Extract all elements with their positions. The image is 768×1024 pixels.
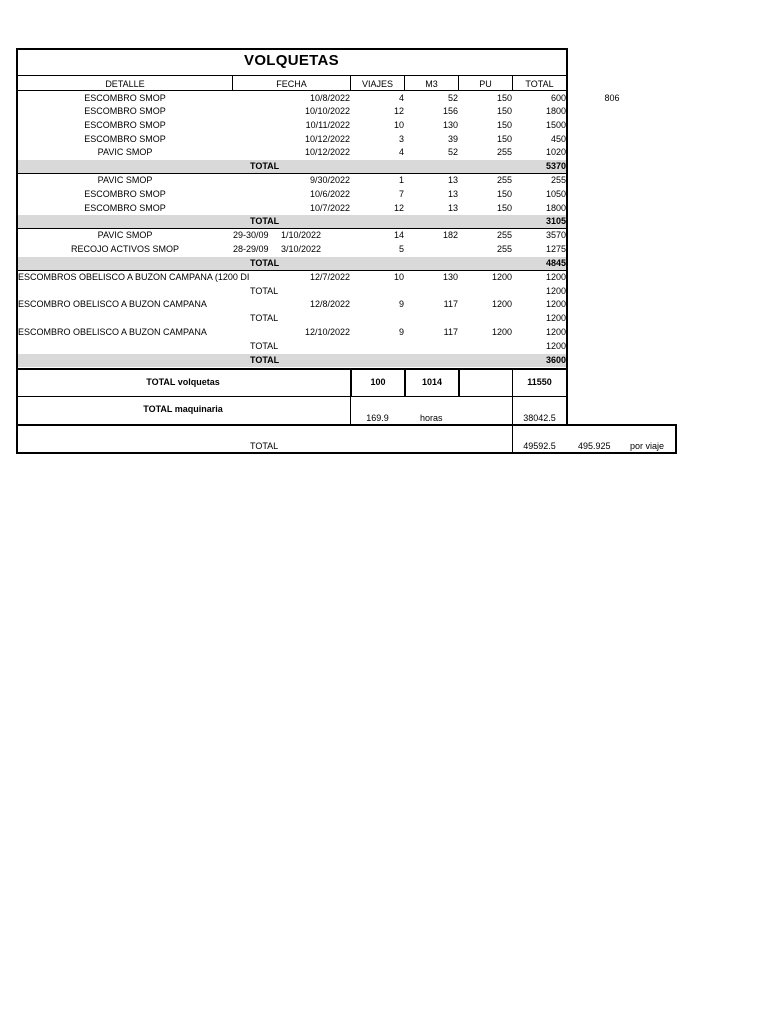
viajes-cell: 10 (393, 272, 404, 282)
grand-right-edge (675, 424, 677, 454)
detalle-cell: ESCOMBRO SMOP (84, 203, 166, 213)
m3-cell: 130 (442, 272, 458, 282)
viajes-cell: 5 (398, 244, 404, 254)
fecha-cell: 10/8/2022 (309, 93, 350, 103)
sum-vline-3 (458, 368, 460, 396)
detalle-cell: ESCOMBROS OBELISCO A BUZON CAMPANA (1200 DI (18, 272, 250, 282)
fecha-cell: 9/30/2022 (309, 175, 350, 185)
detalle-cell: ESCOMBRO SMOP (84, 134, 166, 144)
fecha-cell: 10/12/2022 (304, 147, 350, 157)
sheet-title: VOLQUETAS (244, 52, 339, 69)
pu-cell: 255 (496, 230, 512, 240)
subtotal-total: 5370 (545, 161, 566, 171)
subtotal-total: 3105 (545, 216, 566, 226)
fecha-cell: 10/7/2022 (309, 203, 350, 213)
header-pu: PU (479, 79, 492, 89)
detalle-cell: ESCOMBRO OBELISCO A BUZON CAMPANA (18, 299, 207, 309)
total-cell: 1275 (545, 244, 566, 254)
total-cell: 600 (550, 93, 566, 103)
per-trip-value: 495.925 (578, 441, 611, 451)
detalle-cell: ESCOMBRO SMOP (84, 93, 166, 103)
fecha-cell: 10/12/2022 (304, 134, 350, 144)
detalle-cell: ESCOMBRO OBELISCO A BUZON CAMPANA (18, 327, 207, 337)
fecha-pre-cell: 28-29/09 (233, 244, 269, 254)
m3-cell: 13 (447, 175, 458, 185)
header-top-line (16, 75, 568, 76)
m3-cell: 13 (447, 189, 458, 199)
total-cell: 1500 (545, 120, 566, 130)
pu-cell: 150 (496, 203, 512, 213)
detalle-cell: ESCOMBRO SMOP (84, 189, 166, 199)
viajes-cell: 4 (398, 93, 404, 103)
fecha-pre-cell: 29-30/09 (233, 230, 269, 240)
m3-cell: 117 (443, 327, 458, 337)
detalle-cell: PAVIC SMOP (97, 147, 153, 157)
pu-cell: 255 (496, 147, 512, 157)
pu-cell: 150 (496, 134, 512, 144)
total-cell: 1200 (545, 272, 566, 282)
m3-cell: 117 (443, 299, 458, 309)
subtotal-label: TOTAL (250, 286, 279, 296)
pu-cell: 255 (496, 244, 512, 254)
viajes-cell: 12 (393, 106, 404, 116)
viajes-cell: 7 (398, 189, 404, 199)
viajes-cell: 1 (398, 175, 404, 185)
fecha-cell: 10/10/2022 (304, 106, 350, 116)
fecha-cell: 12/10/2022 (304, 327, 350, 337)
header-m3: M3 (425, 79, 438, 89)
fecha-cell: 3/10/2022 (281, 244, 322, 254)
total-maquinaria-total: 38042.5 (523, 413, 556, 423)
m3-cell: 13 (447, 203, 458, 213)
pu-cell: 150 (496, 106, 512, 116)
pu-cell: 1200 (491, 327, 512, 337)
viajes-cell: 4 (398, 147, 404, 157)
subtotal-total: 1200 (545, 341, 566, 351)
total-maquinaria-unit: horas (420, 413, 443, 423)
viajes-cell: 3 (398, 134, 404, 144)
detalle-cell: ESCOMBRO SMOP (84, 120, 166, 130)
m3-cell: 39 (447, 134, 458, 144)
header-fecha: FECHA (276, 79, 307, 89)
pu-cell: 150 (496, 189, 512, 199)
viajes-cell: 12 (393, 203, 404, 213)
viajes-cell: 10 (393, 120, 404, 130)
subtotal-label: TOTAL (250, 258, 280, 268)
total-volquetas-label: TOTAL volquetas (146, 377, 220, 387)
total-volquetas-total: 11550 (527, 377, 552, 387)
detalle-cell: PAVIC SMOP (97, 175, 153, 185)
m3-cell: 130 (442, 120, 458, 130)
pu-cell: 150 (496, 120, 512, 130)
total-cell: 1020 (545, 147, 566, 157)
total-cell: 1800 (545, 106, 566, 116)
header-detalle: DETALLE (105, 79, 145, 89)
header-total: TOTAL (525, 79, 554, 89)
side-note: 806 (604, 93, 620, 103)
header-viajes: VIAJES (361, 79, 393, 89)
detalle-cell: PAVIC SMOP (97, 230, 153, 240)
pu-cell: 1200 (491, 299, 512, 309)
total-cell: 1200 (545, 327, 566, 337)
total-cell: 3570 (545, 230, 566, 240)
summary-divider-1 (16, 396, 568, 397)
border-top (16, 48, 568, 50)
subtotal-label: TOTAL (250, 161, 280, 171)
m3-cell: 156 (442, 106, 458, 116)
total-maquinaria-label: TOTAL maquinaria (143, 404, 223, 414)
per-trip-label: por viaje (630, 441, 665, 451)
subtotal-total: 1200 (545, 286, 566, 296)
subtotal-label: TOTAL (250, 216, 280, 226)
subtotal-label: TOTAL (250, 313, 279, 323)
total-cell: 255 (550, 175, 566, 185)
fecha-cell: 12/8/2022 (309, 299, 350, 309)
subtotal-total: 1200 (545, 313, 566, 323)
grand-total-label: TOTAL (250, 441, 279, 451)
total-cell: 1050 (545, 189, 566, 199)
total-volquetas-m3: 1014 (421, 377, 443, 387)
viajes-cell: 9 (398, 327, 404, 337)
subtotal-label: TOTAL (250, 341, 279, 351)
subtotal-total: 4845 (545, 258, 566, 268)
pu-cell: 255 (496, 175, 512, 185)
summary-top-line (16, 368, 568, 370)
total-cell: 1800 (545, 203, 566, 213)
pu-cell: 150 (496, 93, 512, 103)
total-maquinaria-value: 169.9 (366, 413, 389, 423)
viajes-cell: 14 (393, 230, 404, 240)
total-cell: 1200 (545, 299, 566, 309)
total-volquetas-viajes: 100 (370, 377, 386, 387)
border-bottom (16, 452, 676, 454)
subtotal-total: 3600 (545, 355, 566, 365)
header-bottom-line (16, 90, 568, 91)
grand-total-value: 49592.5 (523, 441, 556, 451)
viajes-cell: 9 (398, 299, 404, 309)
detalle-cell: ESCOMBRO SMOP (84, 106, 166, 116)
total-cell: 450 (550, 134, 566, 144)
pu-cell: 1200 (491, 272, 512, 282)
m3-cell: 182 (442, 230, 458, 240)
m3-cell: 52 (447, 93, 458, 103)
fecha-cell: 10/11/2022 (305, 120, 350, 130)
fecha-cell: 10/6/2022 (309, 189, 350, 199)
summary-divider-2 (16, 424, 676, 426)
detalle-cell: RECOJO ACTIVOS SMOP (70, 244, 180, 254)
subtotal-label: TOTAL (250, 355, 280, 365)
fecha-cell: 12/7/2022 (309, 272, 350, 282)
m3-cell: 52 (447, 147, 458, 157)
fecha-cell: 1/10/2022 (281, 230, 322, 240)
